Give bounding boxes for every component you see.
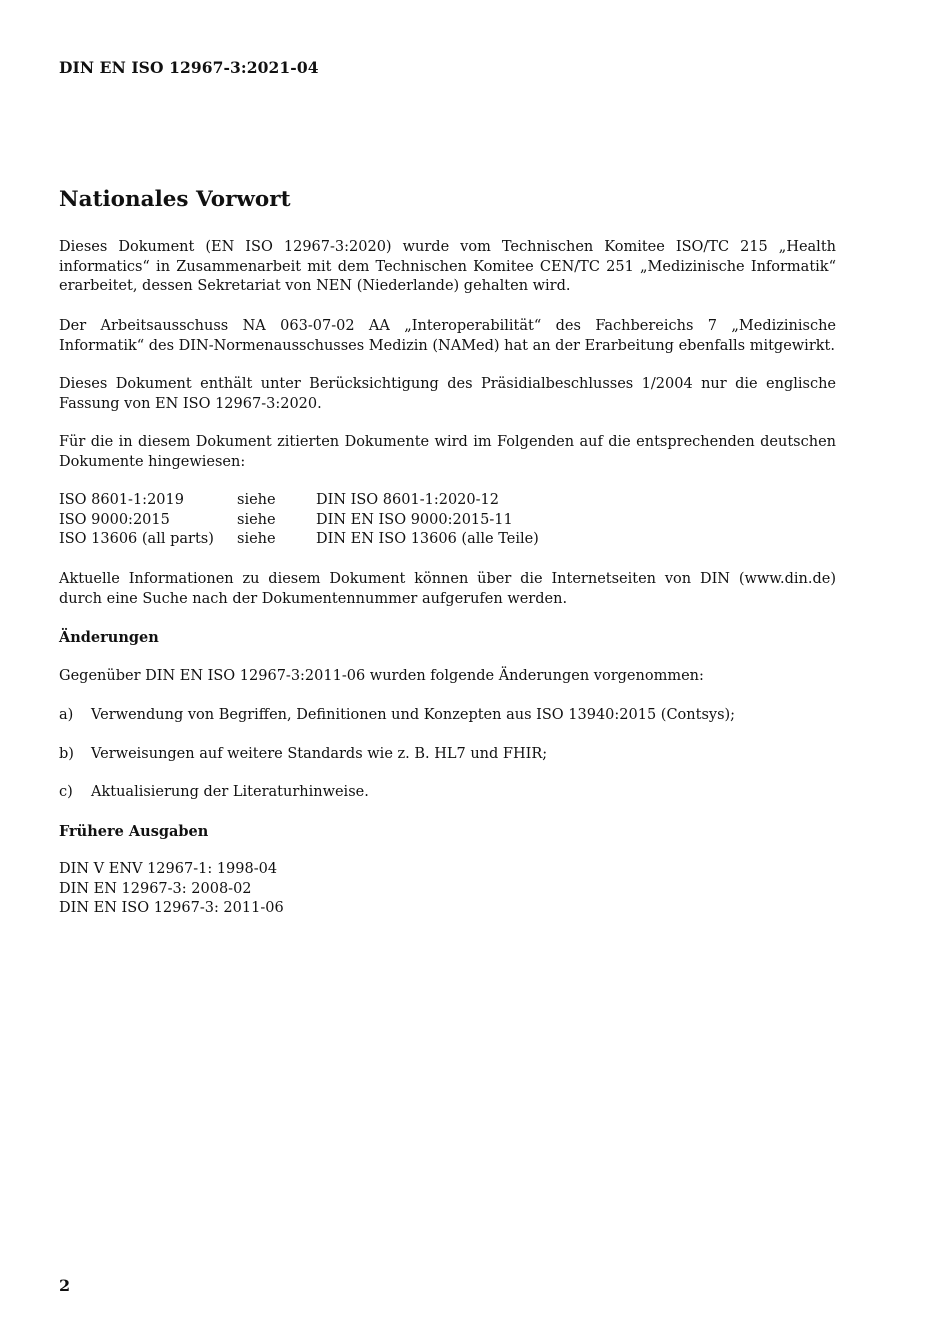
reference-row bbox=[59, 511, 616, 531]
paragraph-working-committee: Der Arbeitsausschuss NA 063-07-02 AA „Interoperabilität“ des Fachbereichs 7 „Medizinische Informatik“ des DIN-Normenausschusses Medizin (NAMed) hat an der Erarbeitung ebenfalls mitgewirkt. bbox=[59, 318, 836, 354]
changes-intro: Gegenüber DIN EN ISO 12967-3:2011-06 wurden folgende Änderungen vorgenommen: bbox=[59, 668, 704, 684]
list-item-text: Aktualisierung der Literaturhinweise. bbox=[91, 784, 369, 800]
reference-table bbox=[59, 491, 616, 550]
earlier-editions-heading: Frühere Ausgaben bbox=[59, 823, 209, 840]
reference-iso: ISO 13606 (all parts) bbox=[59, 531, 214, 548]
edition-item: DIN EN ISO 12967-3: 2011-06 bbox=[59, 900, 284, 917]
reference-iso: ISO 9000:2015 bbox=[59, 511, 170, 528]
paragraph-committee: Dieses Dokument (EN ISO 12967-3:2020) wurde vom Technischen Komitee ISO/TC 215 „Health informatics“ in Zusammenarbeit mit dem Technischen Komitee CEN/TC 251 „Medizinische Informatik“ erarbeitet, dessen Sekretariat von NEN (Niederlande) gehalten wird. bbox=[59, 239, 836, 295]
list-item bbox=[59, 783, 836, 803]
section-title: Nationales Vorwort bbox=[59, 187, 291, 212]
list-marker: c) bbox=[59, 784, 73, 800]
reference-iso: ISO 8601-1:2019 bbox=[59, 492, 184, 508]
reference-row bbox=[59, 530, 616, 550]
reference-din: DIN EN ISO 9000:2015-11 bbox=[316, 511, 513, 528]
reference-din: DIN ISO 8601-1:2020-12 bbox=[316, 492, 499, 508]
edition-item: DIN V ENV 12967-1: 1998-04 bbox=[59, 861, 278, 877]
list-item-text: Verwendung von Begriffen, Definitionen und Konzepten aus ISO 13940:2015 (Contsys); bbox=[91, 707, 736, 723]
changes-heading: Änderungen bbox=[59, 629, 159, 646]
earlier-editions-list bbox=[59, 860, 284, 919]
list-item bbox=[59, 706, 836, 726]
reference-see: siehe bbox=[237, 492, 276, 508]
page-number: 2 bbox=[59, 1276, 71, 1295]
reference-see: siehe bbox=[237, 531, 276, 548]
list-marker: a) bbox=[59, 707, 74, 723]
list-item-text: Verweisungen auf weitere Standards wie z. B. HL7 und FHIR; bbox=[91, 746, 548, 762]
reference-din: DIN EN ISO 13606 (alle Teile) bbox=[316, 531, 539, 548]
document-id-header: DIN EN ISO 12967-3:2021-04 bbox=[59, 58, 319, 77]
paragraph-references-intro: Für die in diesem Dokument zitierten Dokumente wird im Folgenden auf die entsprechenden deutschen Dokumente hingewiesen: bbox=[59, 434, 836, 470]
edition-item: DIN EN 12967-3: 2008-02 bbox=[59, 880, 252, 897]
reference-see: siehe bbox=[237, 511, 276, 528]
list-item bbox=[59, 745, 836, 765]
paragraph-current-info: Aktuelle Informationen zu diesem Dokument können über die Internetseiten von DIN (www.din.de) durch eine Suche nach der Dokumentennummer aufgerufen werden. bbox=[59, 571, 836, 607]
list-marker: b) bbox=[59, 746, 74, 762]
reference-row bbox=[59, 491, 616, 511]
paragraph-language-version: Dieses Dokument enthält unter Berücksichtigung des Präsidialbeschlusses 1/2004 nur die englische Fassung von EN ISO 12967-3:2020. bbox=[59, 376, 836, 412]
